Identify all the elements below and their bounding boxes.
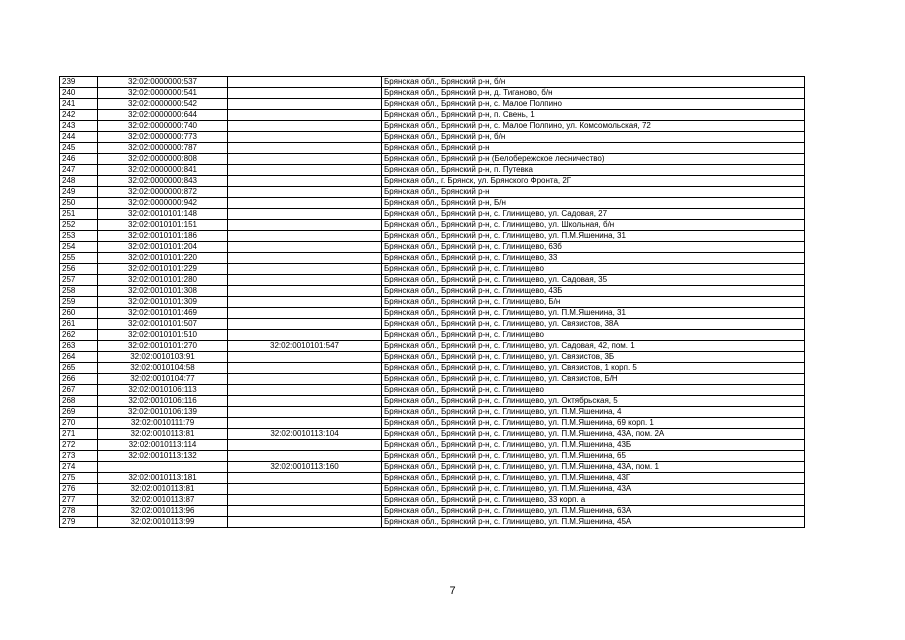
cadastral-number-cell: 32:02:0010113:132 — [98, 451, 228, 462]
row-number-cell: 241 — [60, 99, 98, 110]
row-number-cell: 258 — [60, 286, 98, 297]
cadastral-number-cell: 32:02:0010106:113 — [98, 385, 228, 396]
table-row — [60, 132, 805, 143]
cadastral-number-cell: 32:02:0010106:139 — [98, 407, 228, 418]
related-cadastral-number-cell — [228, 220, 382, 231]
related-cadastral-number-cell — [228, 473, 382, 484]
table-row — [60, 110, 805, 121]
related-cadastral-number-cell — [228, 143, 382, 154]
table-row — [60, 484, 805, 495]
related-cadastral-number-cell — [228, 176, 382, 187]
table-row — [60, 363, 805, 374]
row-number-cell: 262 — [60, 330, 98, 341]
cadastral-number-cell: 32:02:0010111:79 — [98, 418, 228, 429]
cadastral-number-cell: 32:02:0010113:87 — [98, 495, 228, 506]
page-number: 7 — [449, 585, 456, 597]
row-number-cell: 268 — [60, 396, 98, 407]
cadastral-number-cell: 32:02:0010101:186 — [98, 231, 228, 242]
cadastral-number-cell: 32:02:0010101:270 — [98, 341, 228, 352]
cadastral-number-cell: 32:02:0010101:229 — [98, 264, 228, 275]
address-cell: Брянская обл., Брянский р-н, с. Глинищево — [382, 264, 805, 275]
row-number-cell: 274 — [60, 462, 98, 473]
table-row — [60, 77, 805, 88]
row-number-cell: 253 — [60, 231, 98, 242]
row-number-cell: 259 — [60, 297, 98, 308]
address-cell: Брянская обл., Брянский р-н, с. Малое Полпино — [382, 99, 805, 110]
address-cell: Брянская обл., Брянский р-н, с. Глинищево, ул. Связистов, Б/Н — [382, 374, 805, 385]
address-cell: Брянская обл., Брянский р-н, с. Малое Полпино, ул. Комсомольская, 72 — [382, 121, 805, 132]
table-row — [60, 517, 805, 528]
address-cell: Брянская обл., Брянский р-н, д. Тиганово, б/н — [382, 88, 805, 99]
row-number-cell: 275 — [60, 473, 98, 484]
registry-table — [59, 76, 805, 528]
related-cadastral-number-cell — [228, 330, 382, 341]
address-cell: Брянская обл., Брянский р-н (Белобережское лесничество) — [382, 154, 805, 165]
table-row — [60, 187, 805, 198]
related-cadastral-number-cell — [228, 231, 382, 242]
table-row — [60, 220, 805, 231]
row-number-cell: 276 — [60, 484, 98, 495]
address-cell: Брянская обл., Брянский р-н, п. Путевка — [382, 165, 805, 176]
table-row — [60, 451, 805, 462]
table-row — [60, 429, 805, 440]
related-cadastral-number-cell — [228, 451, 382, 462]
address-cell: Брянская обл., Брянский р-н, с. Глинищево, ул. Садовая, 27 — [382, 209, 805, 220]
row-number-cell: 240 — [60, 88, 98, 99]
row-number-cell: 248 — [60, 176, 98, 187]
related-cadastral-number-cell — [228, 77, 382, 88]
related-cadastral-number-cell — [228, 363, 382, 374]
address-cell: Брянская обл., Брянский р-н, с. Глинищево, ул. Связистов, 38А — [382, 319, 805, 330]
row-number-cell: 249 — [60, 187, 98, 198]
related-cadastral-number-cell — [228, 253, 382, 264]
cadastral-number-cell: 32:02:0000000:841 — [98, 165, 228, 176]
cadastral-number-cell: 32:02:0010101:280 — [98, 275, 228, 286]
related-cadastral-number-cell — [228, 396, 382, 407]
related-cadastral-number-cell — [228, 132, 382, 143]
related-cadastral-number-cell — [228, 374, 382, 385]
table-row — [60, 209, 805, 220]
related-cadastral-number-cell — [228, 110, 382, 121]
table-row — [60, 275, 805, 286]
row-number-cell: 266 — [60, 374, 98, 385]
row-number-cell: 245 — [60, 143, 98, 154]
table-row — [60, 396, 805, 407]
row-number-cell: 255 — [60, 253, 98, 264]
address-cell: Брянская обл., Брянский р-н, с. Глинищево — [382, 385, 805, 396]
cadastral-number-cell: 32:02:0000000:542 — [98, 99, 228, 110]
row-number-cell: 251 — [60, 209, 98, 220]
address-cell: Брянская обл., Брянский р-н, с. Глинищево, ул. Связистов, 3Б — [382, 352, 805, 363]
address-cell: Брянская обл., Брянский р-н, с. Глинищево, 63б — [382, 242, 805, 253]
row-number-cell: 261 — [60, 319, 98, 330]
cadastral-number-cell: 32:02:0010103:91 — [98, 352, 228, 363]
table-row — [60, 330, 805, 341]
related-cadastral-number-cell — [228, 319, 382, 330]
table-row — [60, 198, 805, 209]
related-cadastral-number-cell — [228, 187, 382, 198]
registry-table-body — [60, 77, 805, 528]
row-number-cell: 243 — [60, 121, 98, 132]
cadastral-number-cell: 32:02:0000000:942 — [98, 198, 228, 209]
related-cadastral-number-cell — [228, 506, 382, 517]
address-cell: Брянская обл., Брянский р-н, с. Глинищево, ул. П.М.Яшенина, 43Г — [382, 473, 805, 484]
address-cell: Брянская обл., Брянский р-н, с. Глинищево, ул. П.М.Яшенина, 65 — [382, 451, 805, 462]
table-row — [60, 176, 805, 187]
address-cell: Брянская обл., г. Брянск, ул. Брянского Фронта, 2Г — [382, 176, 805, 187]
table-row — [60, 407, 805, 418]
related-cadastral-number-cell — [228, 242, 382, 253]
cadastral-number-cell: 32:02:0010113:99 — [98, 517, 228, 528]
table-row — [60, 308, 805, 319]
cadastral-number-cell: 32:02:0010113:81 — [98, 484, 228, 495]
cadastral-number-cell: 32:02:0010104:58 — [98, 363, 228, 374]
address-cell: Брянская обл., Брянский р-н, с. Глинищево, ул. П.М.Яшенина, 43Б — [382, 440, 805, 451]
related-cadastral-number-cell — [228, 407, 382, 418]
table-row — [60, 231, 805, 242]
table-row — [60, 319, 805, 330]
row-number-cell: 256 — [60, 264, 98, 275]
table-row — [60, 99, 805, 110]
related-cadastral-number-cell — [228, 264, 382, 275]
row-number-cell: 273 — [60, 451, 98, 462]
related-cadastral-number-cell — [228, 99, 382, 110]
cadastral-number-cell: 32:02:0010101:308 — [98, 286, 228, 297]
row-number-cell: 271 — [60, 429, 98, 440]
cadastral-number-cell: 32:02:0010113:81 — [98, 429, 228, 440]
address-cell: Брянская обл., Брянский р-н, п. Свень, 1 — [382, 110, 805, 121]
cadastral-number-cell: 32:02:0010101:469 — [98, 308, 228, 319]
table-row — [60, 154, 805, 165]
cadastral-number-cell: 32:02:0000000:808 — [98, 154, 228, 165]
row-number-cell: 272 — [60, 440, 98, 451]
table-row — [60, 143, 805, 154]
address-cell: Брянская обл., Брянский р-н — [382, 187, 805, 198]
row-number-cell: 265 — [60, 363, 98, 374]
row-number-cell: 242 — [60, 110, 98, 121]
row-number-cell: 260 — [60, 308, 98, 319]
related-cadastral-number-cell — [228, 275, 382, 286]
address-cell: Брянская обл., Брянский р-н, с. Глинищево, ул. П.М.Яшенина, 43А, пом. 1 — [382, 462, 805, 473]
related-cadastral-number-cell — [228, 88, 382, 99]
related-cadastral-number-cell — [228, 121, 382, 132]
address-cell: Брянская обл., Брянский р-н, с. Глинищево, ул. П.М.Яшенина, 31 — [382, 308, 805, 319]
row-number-cell: 254 — [60, 242, 98, 253]
cadastral-number-cell: 32:02:0010101:151 — [98, 220, 228, 231]
table-row — [60, 297, 805, 308]
address-cell: Брянская обл., Брянский р-н, б/н — [382, 132, 805, 143]
row-number-cell: 269 — [60, 407, 98, 418]
table-row — [60, 352, 805, 363]
related-cadastral-number-cell — [228, 198, 382, 209]
cadastral-number-cell: 32:02:0000000:773 — [98, 132, 228, 143]
table-row — [60, 242, 805, 253]
cadastral-number-cell: 32:02:0010101:148 — [98, 209, 228, 220]
related-cadastral-number-cell — [228, 286, 382, 297]
table-row — [60, 418, 805, 429]
row-number-cell: 239 — [60, 77, 98, 88]
related-cadastral-number-cell — [228, 297, 382, 308]
table-row — [60, 495, 805, 506]
row-number-cell: 247 — [60, 165, 98, 176]
table-row — [60, 462, 805, 473]
address-cell: Брянская обл., Брянский р-н, с. Глинищево, ул. П.М.Яшенина, 45А — [382, 517, 805, 528]
row-number-cell: 270 — [60, 418, 98, 429]
address-cell: Брянская обл., Брянский р-н, с. Глинищево, ул. Садовая, 42, пом. 1 — [382, 341, 805, 352]
cadastral-number-cell: 32:02:0000000:787 — [98, 143, 228, 154]
cadastral-number-cell: 32:02:0010113:114 — [98, 440, 228, 451]
cadastral-number-cell: 32:02:0010106:116 — [98, 396, 228, 407]
address-cell: Брянская обл., Брянский р-н — [382, 143, 805, 154]
cadastral-number-cell: 32:02:0000000:644 — [98, 110, 228, 121]
table-row — [60, 385, 805, 396]
row-number-cell: 278 — [60, 506, 98, 517]
address-cell: Брянская обл., Брянский р-н, с. Глинищево, ул. Октябрьская, 5 — [382, 396, 805, 407]
related-cadastral-number-cell — [228, 418, 382, 429]
row-number-cell: 267 — [60, 385, 98, 396]
related-cadastral-number-cell — [228, 165, 382, 176]
address-cell: Брянская обл., Брянский р-н, с. Глинищево — [382, 330, 805, 341]
related-cadastral-number-cell — [228, 352, 382, 363]
table-row — [60, 341, 805, 352]
table-row — [60, 374, 805, 385]
address-cell: Брянская обл., Брянский р-н, с. Глинищево, ул. П.М.Яшенина, 4 — [382, 407, 805, 418]
related-cadastral-number-cell — [228, 440, 382, 451]
address-cell: Брянская обл., Брянский р-н, с. Глинищево, ул. П.М.Яшенина, 43А — [382, 484, 805, 495]
related-cadastral-number-cell: 32:02:0010113:160 — [228, 462, 382, 473]
address-cell: Брянская обл., Брянский р-н, с. Глинищево, 33 корп. а — [382, 495, 805, 506]
cadastral-number-cell: 32:02:0010101:309 — [98, 297, 228, 308]
row-number-cell: 252 — [60, 220, 98, 231]
address-cell: Брянская обл., Брянский р-н, б/н — [382, 77, 805, 88]
address-cell: Брянская обл., Брянский р-н, с. Глинищево, Б/н — [382, 297, 805, 308]
table-row — [60, 473, 805, 484]
row-number-cell: 263 — [60, 341, 98, 352]
address-cell: Брянская обл., Брянский р-н, с. Глинищево, 33 — [382, 253, 805, 264]
related-cadastral-number-cell — [228, 209, 382, 220]
address-cell: Брянская обл., Брянский р-н, с. Глинищево, ул. П.М.Яшенина, 43А, пом. 2А — [382, 429, 805, 440]
cadastral-number-cell: 32:02:0010101:507 — [98, 319, 228, 330]
table-row — [60, 121, 805, 132]
table-row — [60, 253, 805, 264]
related-cadastral-number-cell — [228, 385, 382, 396]
table-row — [60, 264, 805, 275]
address-cell: Брянская обл., Брянский р-н, Б/н — [382, 198, 805, 209]
row-number-cell: 244 — [60, 132, 98, 143]
cadastral-number-cell: 32:02:0000000:740 — [98, 121, 228, 132]
address-cell: Брянская обл., Брянский р-н, с. Глинищево, ул. П.М.Яшенина, 31 — [382, 231, 805, 242]
table-row — [60, 165, 805, 176]
row-number-cell: 279 — [60, 517, 98, 528]
cadastral-number-cell: 32:02:0010104:77 — [98, 374, 228, 385]
cadastral-number-cell: 32:02:0010101:220 — [98, 253, 228, 264]
address-cell: Брянская обл., Брянский р-н, с. Глинищево, ул. Садовая, 35 — [382, 275, 805, 286]
related-cadastral-number-cell — [228, 484, 382, 495]
table-row — [60, 286, 805, 297]
cadastral-number-cell: 32:02:0000000:843 — [98, 176, 228, 187]
row-number-cell: 264 — [60, 352, 98, 363]
row-number-cell: 250 — [60, 198, 98, 209]
cadastral-number-cell: 32:02:0010113:96 — [98, 506, 228, 517]
related-cadastral-number-cell: 32:02:0010113:104 — [228, 429, 382, 440]
cadastral-number-cell: 32:02:0000000:537 — [98, 77, 228, 88]
address-cell: Брянская обл., Брянский р-н, с. Глинищево, ул. Связистов, 1 корп. 5 — [382, 363, 805, 374]
related-cadastral-number-cell — [228, 495, 382, 506]
table-row — [60, 88, 805, 99]
row-number-cell: 246 — [60, 154, 98, 165]
related-cadastral-number-cell — [228, 154, 382, 165]
address-cell: Брянская обл., Брянский р-н, с. Глинищево, ул. П.М.Яшенина, 63А — [382, 506, 805, 517]
cadastral-number-cell — [98, 462, 228, 473]
address-cell: Брянская обл., Брянский р-н, с. Глинищево, ул. П.М.Яшенина, 69 корп. 1 — [382, 418, 805, 429]
cadastral-number-cell: 32:02:0000000:541 — [98, 88, 228, 99]
table-row — [60, 440, 805, 451]
cadastral-number-cell: 32:02:0010101:510 — [98, 330, 228, 341]
row-number-cell: 277 — [60, 495, 98, 506]
related-cadastral-number-cell: 32:02:0010101:547 — [228, 341, 382, 352]
cadastral-number-cell: 32:02:0010113:181 — [98, 473, 228, 484]
related-cadastral-number-cell — [228, 308, 382, 319]
row-number-cell: 257 — [60, 275, 98, 286]
address-cell: Брянская обл., Брянский р-н, с. Глинищево, 43Б — [382, 286, 805, 297]
address-cell: Брянская обл., Брянский р-н, с. Глинищево, ул. Школьная, б/н — [382, 220, 805, 231]
cadastral-number-cell: 32:02:0010101:204 — [98, 242, 228, 253]
table-row — [60, 506, 805, 517]
related-cadastral-number-cell — [228, 517, 382, 528]
cadastral-number-cell: 32:02:0000000:872 — [98, 187, 228, 198]
